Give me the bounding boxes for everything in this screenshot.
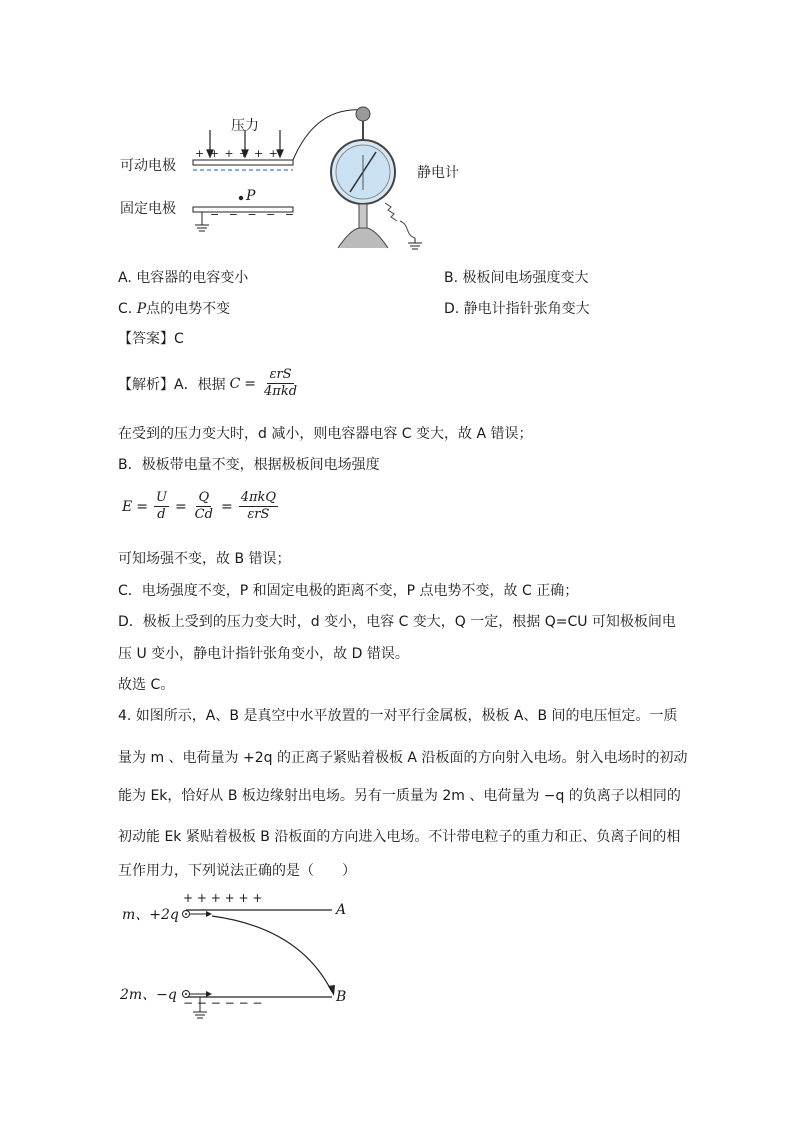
option-c-prefix: C. — [118, 301, 137, 317]
option-b: B. 极板间电场强度变大 — [444, 270, 589, 286]
formula1-num: εrS — [269, 367, 292, 382]
electrometer-ground-icon — [408, 238, 422, 249]
formula1-fraction — [262, 367, 299, 400]
formula1-den: 4πkd — [264, 384, 298, 399]
option-a: A. 电容器的电容变小 — [118, 270, 249, 286]
formula2-frac3 — [239, 490, 278, 523]
pressure-label: 压力 — [231, 118, 259, 134]
analysis-line-a: 在受到的压力变大时，d 减小，则电容器电容 C 变大，故 A 错误； — [118, 426, 533, 442]
f2-num: Q — [198, 490, 210, 505]
formula1-eq: = — [244, 375, 257, 392]
formula2-frac2 — [193, 490, 215, 523]
answer: 【答案】C — [118, 331, 184, 347]
negative-ion-label: 2m、−q — [120, 987, 177, 1003]
analysis-line-c: C．电场强度不变，P 和固定电极的距离不变，P 点电势不变，故 C 正确； — [118, 583, 579, 599]
q4-line3: 能为 Ek，恰好从 B 板边缘射出电场。另有一质量为 2m 、电荷量为 −q 的负离子以相同的 — [118, 788, 681, 804]
option-c — [118, 299, 230, 319]
trajectory — [212, 916, 332, 992]
ground-icon — [195, 212, 209, 231]
plate-a-charges: + + + + + + — [183, 891, 263, 905]
positive-ion-label: m、+2q — [122, 907, 179, 923]
f2-den: Cd — [194, 507, 213, 522]
fixed-electrode-label: 固定电极 — [120, 201, 176, 217]
option-c-var: P — [136, 301, 147, 317]
option-c-suffix: 点的电势不变 — [146, 301, 231, 317]
f3-num: 4πkQ — [240, 490, 277, 505]
option-d: D. 静电计指针张角变大 — [444, 301, 590, 317]
q4-line2: 量为 m 、电荷量为 +2q 的正离子紧贴着极板 A 沿板面的方向射入电场。射入电场时的初动 — [118, 750, 688, 766]
plate-negative-charges: − − − − − — [210, 208, 298, 221]
plate-b-charges: − − − − − − — [183, 996, 263, 1010]
formula2: E = $\frac{U}{d}$ = $\frac{Q}{Cd}$ = $\frac{\text{4πkQ}}{\text{εrS}}$ — [122, 490, 277, 522]
f1-den: d — [157, 507, 166, 522]
q4-line5: 互作用力，下列说法正确的是（ ） — [118, 863, 356, 879]
formula1-lhs: C — [229, 375, 241, 392]
electrometer-ball — [356, 107, 370, 121]
formula2-frac1 — [154, 490, 169, 523]
plate-a-label: A — [336, 902, 347, 918]
plate-positive-charges: + + + + + + — [195, 147, 279, 160]
analysis-intro-text: 【解析】A．根据 — [118, 376, 226, 393]
movable-plate — [193, 160, 293, 165]
movable-electrode-label: 可动电极 — [120, 158, 176, 174]
figure-parallel-plates — [110, 888, 370, 1028]
formula2-lhs: E — [122, 498, 133, 515]
analysis-line-b2: 可知场强不变，故 B 错误； — [118, 551, 291, 567]
f3-den: εrS — [247, 507, 270, 522]
q4-line1: 4. 如图所示，A、B 是真空中水平放置的一对平行金属板，极板 A、B 间的电压恒定。一质 — [118, 708, 678, 724]
f1-num: U — [155, 490, 167, 505]
point-p-dot — [239, 196, 243, 200]
electrometer-label: 静电计 — [417, 165, 459, 181]
point-p-label: P — [246, 188, 256, 204]
plate-b-label: B — [336, 989, 347, 1005]
analysis-line-d1: D．极板上受到的压力变大时，d 变小，电容 C 变大，Q 一定，根据 Q=CU 可知极板间电 — [118, 614, 676, 630]
q4-line4: 初动能 Ek 紧贴着极板 B 沿板面的方向进入电场。不计带电粒子的重力和正、负离子间的相 — [118, 829, 681, 845]
analysis-intro — [118, 367, 301, 400]
analysis-conclusion: 故选 C。 — [118, 677, 175, 693]
analysis-line-b: B．极板带电量不变，根据极板间电场强度 — [118, 457, 380, 473]
figure-capacitor-electrometer — [110, 100, 490, 260]
analysis-line-d2: 压 U 变小，静电计指针张角变小，故 D 错误。 — [118, 646, 409, 662]
